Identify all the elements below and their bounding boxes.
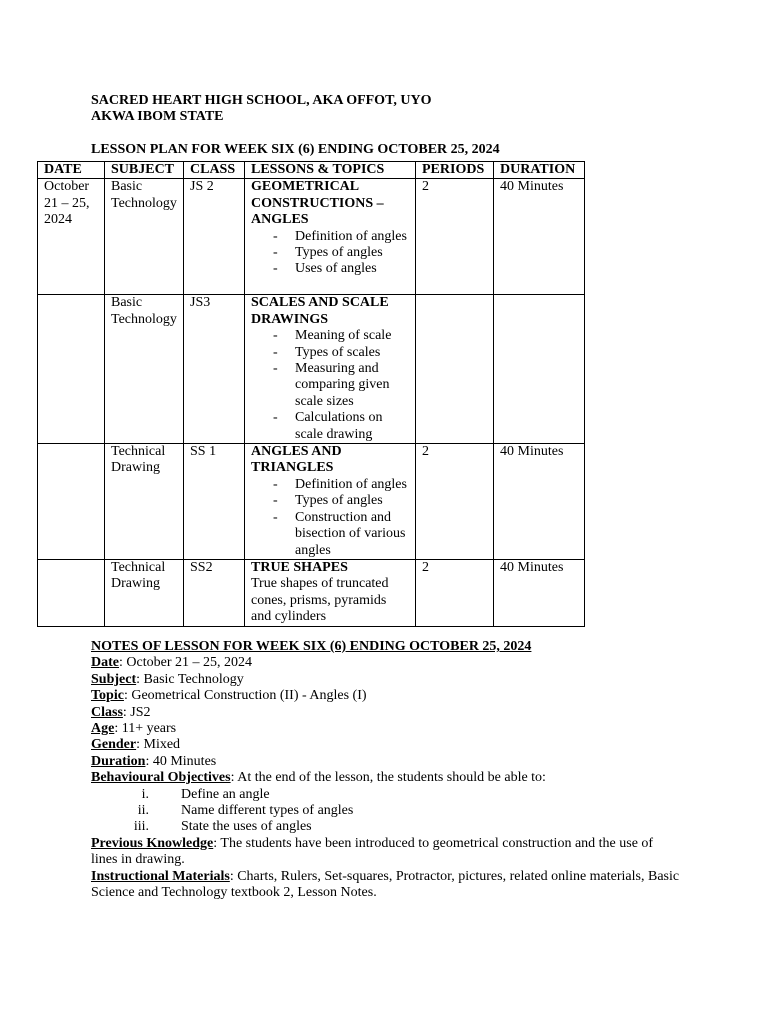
- notes-gender: [91, 737, 681, 753]
- objective-number: i.: [141, 786, 149, 802]
- document-header: [91, 93, 431, 126]
- list-item: - Definition of angles: [251, 477, 409, 493]
- cell-date: [38, 560, 105, 627]
- materials-value: : Charts, Rulers, Set-squares, Protractor, pictures, related online materials, Basic Science and Technology textbook 2, Lesson Notes.: [91, 868, 680, 901]
- cell-topic: [245, 179, 416, 295]
- topic-label: Topic: [91, 688, 124, 704]
- class-label: Class: [91, 704, 123, 720]
- notes-date: [91, 655, 681, 671]
- cell-duration: [494, 295, 585, 444]
- topic-value: : Geometrical Construction (II) - Angles (I): [123, 688, 367, 704]
- gender-value: : Mixed: [136, 737, 181, 753]
- list-item: [91, 787, 681, 803]
- topic-description: True shapes of truncated cones, prisms, pyramids and cylinders: [251, 576, 389, 625]
- cell-topic: [245, 444, 416, 560]
- duration-label: Duration: [91, 753, 146, 769]
- cell-duration: 40 Minutes: [494, 179, 585, 295]
- cell-subject: Basic Technology: [105, 295, 184, 444]
- cell-duration: 40 Minutes: [494, 560, 585, 627]
- topic-title: TRUE SHAPES: [251, 560, 348, 576]
- objectives-value: : At the end of the lesson, the students should be able to:: [230, 770, 546, 786]
- notes-topic: [91, 688, 681, 704]
- table-row: [38, 179, 585, 295]
- date-label: Date: [91, 655, 119, 671]
- cell-periods: 2: [416, 444, 494, 560]
- cell-topic: [245, 560, 416, 627]
- age-label: Age: [91, 721, 115, 737]
- column-header-class: CLASS: [184, 162, 245, 179]
- topic-title: SCALES AND SCALE DRAWINGS: [251, 295, 389, 327]
- table-row: [38, 560, 585, 627]
- list-item: - Calculations on scale drawing: [251, 410, 409, 443]
- list-item: - Types of angles: [251, 245, 409, 261]
- notes-class: [91, 705, 681, 721]
- column-header-topics: LESSONS & TOPICS: [245, 162, 416, 179]
- column-header-duration: DURATION: [494, 162, 585, 179]
- subject-label: Subject: [91, 671, 137, 687]
- duration-value: : 40 Minutes: [145, 753, 217, 769]
- column-header-date: DATE: [38, 162, 105, 179]
- list-item: [91, 819, 681, 835]
- notes-instructional-materials: [91, 869, 681, 902]
- date-value: : October 21 – 25, 2024: [119, 655, 252, 671]
- list-item: - Types of scales: [251, 345, 409, 361]
- lesson-plan-title: LESSON PLAN FOR WEEK SIX (6) ENDING OCTOBER 25, 2024: [91, 142, 500, 157]
- state-name: AKWA IBOM STATE: [91, 109, 224, 125]
- table-header-row: [38, 162, 585, 179]
- previous-knowledge-label: Previous Knowledge: [91, 835, 214, 851]
- objectives-label: Behavioural Objectives: [91, 770, 231, 786]
- list-item: [91, 803, 681, 819]
- cell-periods: 2: [416, 179, 494, 295]
- cell-class: JS 2: [184, 179, 245, 295]
- objective-text: Name different types of angles: [181, 803, 354, 819]
- age-value: : 11+ years: [114, 721, 177, 737]
- list-item: - Types of angles: [251, 493, 409, 509]
- list-item: - Construction and bisection of various angles: [251, 510, 409, 559]
- topic-list: [251, 229, 409, 278]
- notes-duration: [91, 754, 681, 770]
- previous-knowledge-value: : The students have been introduced to geometrical construction and the use of lines in drawing.: [91, 835, 654, 868]
- topic-title: ANGLES AND TRIANGLES: [251, 444, 342, 476]
- cell-subject: Technical Drawing: [105, 444, 184, 560]
- column-header-periods: PERIODS: [416, 162, 494, 179]
- cell-periods: [416, 295, 494, 444]
- cell-date: October 21 – 25, 2024: [38, 179, 105, 295]
- list-item: - Definition of angles: [251, 229, 409, 245]
- cell-periods: 2: [416, 560, 494, 627]
- objective-number: iii.: [133, 819, 149, 835]
- lesson-notes: [91, 639, 681, 902]
- notes-age: [91, 721, 681, 737]
- school-name: SACRED HEART HIGH SCHOOL, AKA OFFOT, UYO: [91, 93, 432, 108]
- objective-text: Define an angle: [181, 786, 270, 802]
- topic-title: GEOMETRICAL CONSTRUCTIONS – ANGLES: [251, 179, 384, 228]
- cell-subject: Technical Drawing: [105, 560, 184, 627]
- cell-topic: [245, 295, 416, 444]
- cell-class: JS3: [184, 295, 245, 444]
- table-row: [38, 444, 585, 560]
- notes-title: NOTES OF LESSON FOR WEEK SIX (6) ENDING OCTOBER 25, 2024: [91, 639, 532, 654]
- objective-number: ii.: [137, 803, 149, 819]
- notes-objectives: [91, 770, 681, 786]
- lesson-plan-table: [37, 161, 585, 627]
- list-item: - Measuring and comparing given scale sizes: [251, 361, 409, 410]
- gender-label: Gender: [91, 737, 137, 753]
- objectives-list: [91, 787, 681, 836]
- subject-value: : Basic Technology: [136, 671, 244, 687]
- notes-subject: [91, 672, 681, 688]
- class-value: : JS2: [122, 704, 151, 720]
- cell-date: [38, 295, 105, 444]
- list-item: - Uses of angles: [251, 261, 409, 277]
- cell-duration: 40 Minutes: [494, 444, 585, 560]
- cell-class: SS 1: [184, 444, 245, 560]
- objective-text: State the uses of angles: [181, 819, 312, 835]
- cell-class: SS2: [184, 560, 245, 627]
- column-header-subject: SUBJECT: [105, 162, 184, 179]
- table-row: [38, 295, 585, 444]
- cell-subject: Basic Technology: [105, 179, 184, 295]
- cell-date: [38, 444, 105, 560]
- notes-previous-knowledge: [91, 836, 681, 869]
- list-item: - Meaning of scale: [251, 328, 409, 344]
- topic-list: [251, 328, 409, 443]
- topic-list: [251, 477, 409, 559]
- materials-label: Instructional Materials: [91, 868, 230, 884]
